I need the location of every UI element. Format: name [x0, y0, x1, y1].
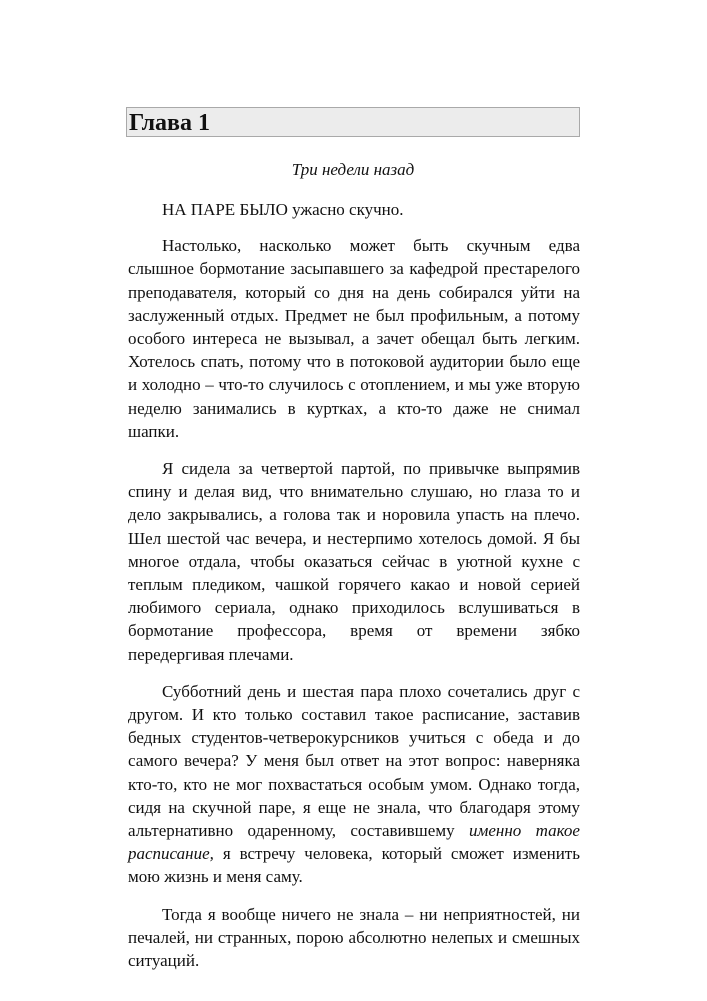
paragraph-4-emphasis: именно такое расписание,: [128, 821, 580, 864]
chapter-body: [128, 198, 580, 986]
chapter-title: Глава 1: [126, 107, 580, 137]
paragraph-4-text-start: Субботний день и шестая пара плохо сочетались друг с другом. И кто только составил такое расписание, заставив бедных студентов-четверокурсников учиться с обеда и до самого вечера? У меня был ответ на этот вопрос: наверняка кто-то, кто не мог похвастаться особым умом. Однако тогда, сидя на скучной паре, я еще не знала, что благодаря этому альтернативно одаренному, составившему: [128, 681, 580, 841]
paragraph-3: Я сидела за четвертой партой, по привычке выпрямив спину и делая вид, что внимательно слушаю, но глаза то и дело закрывались, а голова так и норовила упасть на плечо. Шел шестой час вечера, и нестерпимо хотелось домой. Я бы многое отдала, чтобы оказаться сейчас в уютной кухне с теплым пледиком, чашкой горячего какао и новой серией любимого сериала, однако приходилось вслушиваться в бормотание профессора, время от времени зябко передергивая плечами.: [128, 459, 580, 664]
paragraph-5: Тогда я вообще ничего не знала – ни неприятностей, ни печалей, ни странных, порою абсолютно нелепых и смешных ситуаций.: [128, 904, 580, 971]
paragraph-1: НА ПАРЕ БЫЛО ужасно скучно.: [162, 200, 404, 219]
paragraph-2: Настолько, насколько может быть скучным едва слышное бормотание засыпавшего за кафедрой престарелого преподавателя, который со дня на день собирался уйти на заслуженный отдых. Предмет не был профильным, а потому особого интереса не вызывал, а зачет обещал быть легким. Хотелось спать, потому что в потоковой аудитории было еще и холодно – что-то случилось с отоплением, и мы уже вторую неделю занимались в куртках, а кто-то даже не снимал шапки.: [128, 236, 580, 441]
paragraph-4: [128, 680, 580, 889]
paragraph-4-text-end: я встречу человека, который сможет изменить мою жизнь и меня саму.: [128, 844, 580, 887]
chapter-subtitle: Три недели назад: [291, 160, 415, 179]
